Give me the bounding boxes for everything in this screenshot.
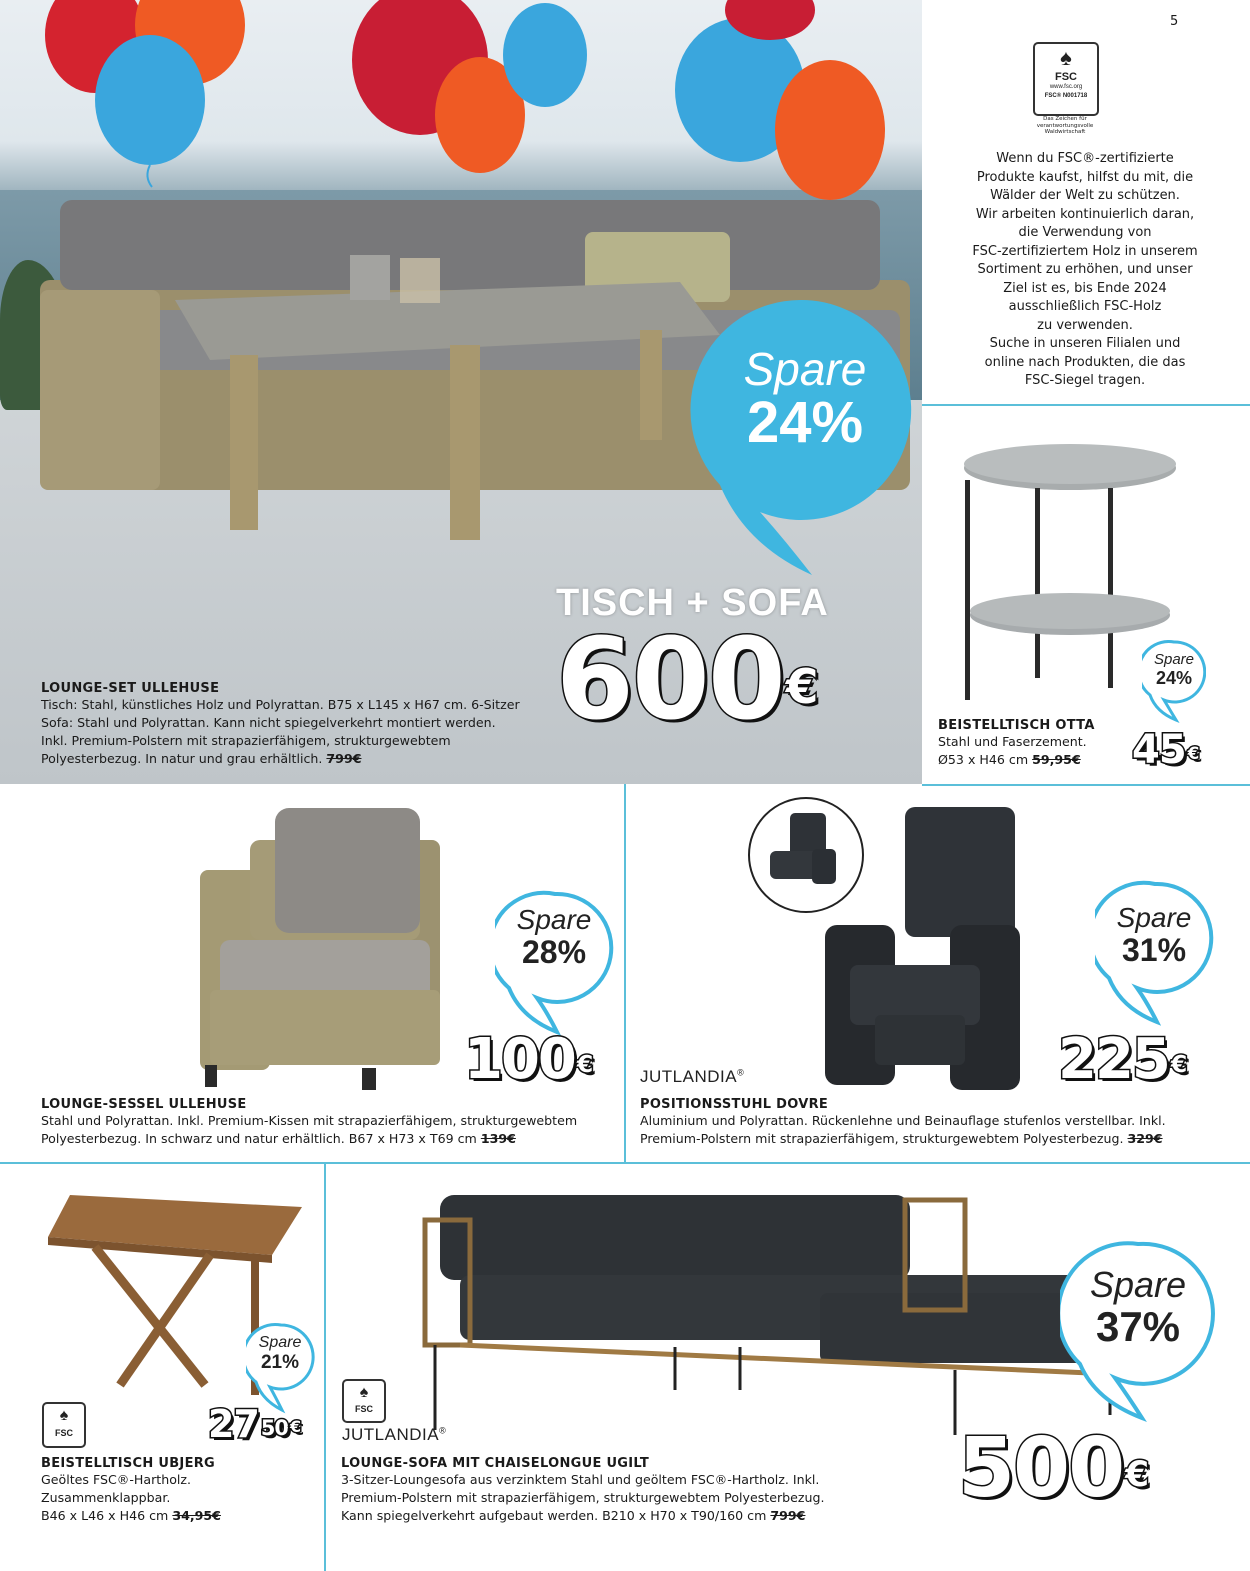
hero-desc-3: Inkl. Premium-Polstern mit strapazierfähigem, strukturgewebtem [41,733,451,748]
tree-icon: ♠ [59,1407,69,1424]
fsc-line: online nach Produkten, die das [984,354,1186,370]
dovre-description-block [640,1097,1240,1148]
ugilt-desc-1: 3-Sitzer-Loungesofa aus verzinktem Stahl und geöltem FSC®-Hartholz. Inkl. [341,1472,820,1487]
ubjerg-price [208,1403,300,1445]
otta-price [1132,728,1198,772]
ubjerg-fsc-text: FSC [55,1428,73,1438]
ubjerg-desc-2: Zusammenklappbar. [41,1490,171,1505]
divider [0,784,922,786]
ubjerg-spare-label: Spare [258,1334,302,1351]
ugilt-desc-2: Premium-Polstern mit strapazierfähigem, strukturgewebtem Polyesterbezug. [341,1490,825,1505]
divider [324,1162,326,1571]
divider [0,1162,1250,1164]
dovre-brand-mark: ® [737,1067,745,1078]
ugilt-fsc-text: FSC [355,1404,373,1414]
ubjerg-description-block [41,1456,311,1525]
ugilt-description-block [341,1456,941,1525]
dovre-desc-2: Premium-Polstern mit strapazierfähigem, strukturgewebtem Polyesterbezug. [640,1131,1124,1146]
hero-description-block [41,681,541,768]
dovre-brand: JUTLANDIA [640,1067,738,1086]
dovre-spare-label: Spare [1116,902,1192,933]
hero-discount-text [715,345,895,453]
dovre-desc-1: Aluminium und Polyrattan. Rückenlehne und Beinauflage stufenlos verstellbar. Inkl. [640,1113,1166,1128]
ugilt-desc-3: Kann spiegelverkehrt aufgebaut werden. B210 x H70 x T90/160 cm [341,1508,767,1523]
recliner-image [815,805,1030,1095]
fsc-caption-3: Waldwirtschaft [1044,129,1086,135]
ubjerg-title: BEISTELLTISCH UBJERG [41,1456,216,1471]
otta-discount-text [1144,652,1204,688]
ugilt-price-value: 500 [958,1421,1124,1516]
otta-desc-2-line [938,751,1138,769]
dovre-price-currency: € [1170,1050,1186,1079]
otta-old-price: 59,95€ [1032,752,1081,767]
lounge-sofa-image [420,1175,1120,1435]
hero-spare-label: Spare [743,343,867,395]
fsc-line: FSC-Siegel tragen. [1024,373,1146,388]
fsc-logo-caption [1030,116,1100,136]
otta-spare-percent: 24% [1155,668,1193,688]
sessel-price [464,1027,592,1092]
ugilt-title: LOUNGE-SOFA MIT CHAISELONGUE UGILT [341,1456,650,1471]
fsc-line: FSC-zertifiziertem Holz in unserem [972,243,1198,259]
ubjerg-fsc-badge [42,1402,86,1448]
hero-old-price: 799€ [326,751,362,766]
divider [922,404,1250,406]
hero-price [556,615,817,745]
otta-spare-label: Spare [1153,651,1195,668]
fsc-line: Wenn du FSC®-zertifizierte [996,151,1174,166]
ugilt-brand: JUTLANDIA [342,1425,440,1444]
otta-desc-1: Stahl und Faserzement. [938,734,1087,749]
fsc-line: Wir arbeiten kontinuierlich daran, [975,206,1195,222]
otta-price-value: 45 [1132,727,1186,773]
divider [922,784,1250,786]
divider [922,404,924,784]
hero-title: LOUNGE-SET ULLEHUSE [41,681,220,696]
sessel-spare-label: Spare [516,904,592,935]
fsc-logo [1033,42,1099,116]
armchair-image [190,800,460,1095]
ubjerg-spare-percent: 21% [260,1352,300,1373]
hero-desc-2: Sofa: Stahl und Polyrattan. Kann nicht spiegelverkehrt montiert werden. [41,715,496,730]
hero-desc-1: Tisch: Stahl, künstliches Holz und Polyrattan. B75 x L145 x H67 cm. 6-Sitzer [41,697,520,712]
fsc-line: ausschließlich FSC-Holz [1008,299,1162,314]
fsc-logo-code: FSC® N001718 [1044,93,1088,99]
dovre-desc-2-line [640,1130,1240,1148]
sessel-desc-2: Polyesterbezug. In schwarz und natur erhältlich. B67 x H73 x T69 cm [41,1131,477,1146]
dovre-old-price: 329€ [1127,1131,1163,1146]
fsc-line: Ziel ist es, bis Ende 2024 [1003,280,1167,296]
hero-price-value: 600 [556,615,784,745]
ubjerg-old-price: 34,95€ [172,1508,221,1523]
ugilt-spare-label: Spare [1089,1264,1187,1305]
ugilt-brand-logo [342,1425,446,1445]
fsc-line: Sortiment zu erhöhen, und unser [977,262,1193,277]
ugilt-old-price: 799€ [770,1508,806,1523]
ugilt-brand-mark: ® [439,1425,447,1436]
ubjerg-discount-text [248,1334,312,1373]
divider [624,784,626,1162]
otta-price-currency: € [1187,743,1199,764]
ubjerg-desc-3: B46 x L46 x H46 cm [41,1508,169,1523]
hero-price-currency: € [785,660,817,716]
hero-desc-4: Polyesterbezug. In natur und grau erhältlich. [41,751,323,766]
tree-icon: ♠ [1060,45,1072,70]
fsc-logo-text: FSC [1055,71,1077,83]
otta-desc-2: Ø53 x H46 cm [938,752,1029,767]
sessel-desc-2-line [41,1130,621,1148]
fsc-info-text [932,150,1238,391]
sessel-old-price: 139€ [480,1131,516,1146]
dovre-brand-logo [640,1067,744,1087]
fsc-line: zu verwenden. [1037,317,1133,333]
dovre-spare-percent: 31% [1121,932,1187,968]
sessel-title: LOUNGE-SESSEL ULLEHUSE [41,1097,247,1112]
sessel-price-currency: € [576,1050,592,1079]
dovre-price [1058,1027,1186,1092]
tree-icon: ♠ [359,1384,369,1401]
fsc-line: Suche in unseren Filialen und [989,336,1181,351]
dovre-title: POSITIONSSTUHL DOVRE [640,1097,829,1112]
fsc-caption-1: Das Zeichen für [1043,116,1087,122]
hero-desc-4-line [41,750,541,768]
hero-spare-percent: 24% [746,390,864,455]
dovre-discount-text [1100,903,1208,967]
dovre-price-value: 225 [1058,1027,1169,1092]
ugilt-price-currency: € [1125,1455,1148,1496]
ugilt-spare-percent: 37% [1095,1303,1181,1350]
page-number: 5 [1170,14,1179,29]
sessel-price-value: 100 [464,1027,575,1092]
ugilt-fsc-badge [342,1379,386,1423]
otta-description-block [938,718,1138,769]
ugilt-price [958,1421,1148,1516]
fsc-line: die Verwendung von [1018,225,1152,240]
fsc-logo-url: www.fsc.org [1049,84,1083,90]
ubjerg-price-currency: € [289,1416,301,1436]
sessel-spare-percent: 28% [521,934,587,970]
fsc-line: Produkte kaufst, hilfst du mit, die [976,169,1194,185]
ugilt-discount-text [1068,1265,1208,1349]
hero-image [0,0,922,784]
ubjerg-desc-1: Geöltes FSC®-Hartholz. [41,1472,192,1487]
fsc-line: Wälder der Welt zu schützen. [990,188,1180,203]
sessel-description-block [41,1097,621,1148]
hero-headline: TISCH + SOFA [556,582,829,624]
ubjerg-desc-3-line [41,1507,311,1525]
sessel-discount-text [500,905,608,969]
otta-title: BEISTELLTISCH OTTA [938,718,1095,733]
ugilt-desc-3-line [341,1507,941,1525]
fsc-caption-2: verantwortungsvolle [1036,122,1094,129]
ubjerg-price-cents: 50 [260,1415,288,1440]
sessel-desc-1: Stahl und Polyrattan. Inkl. Premium-Kissen mit strapazierfähigem, strukturgewebtem [41,1113,578,1128]
ubjerg-price-value: 27 [208,1402,259,1446]
